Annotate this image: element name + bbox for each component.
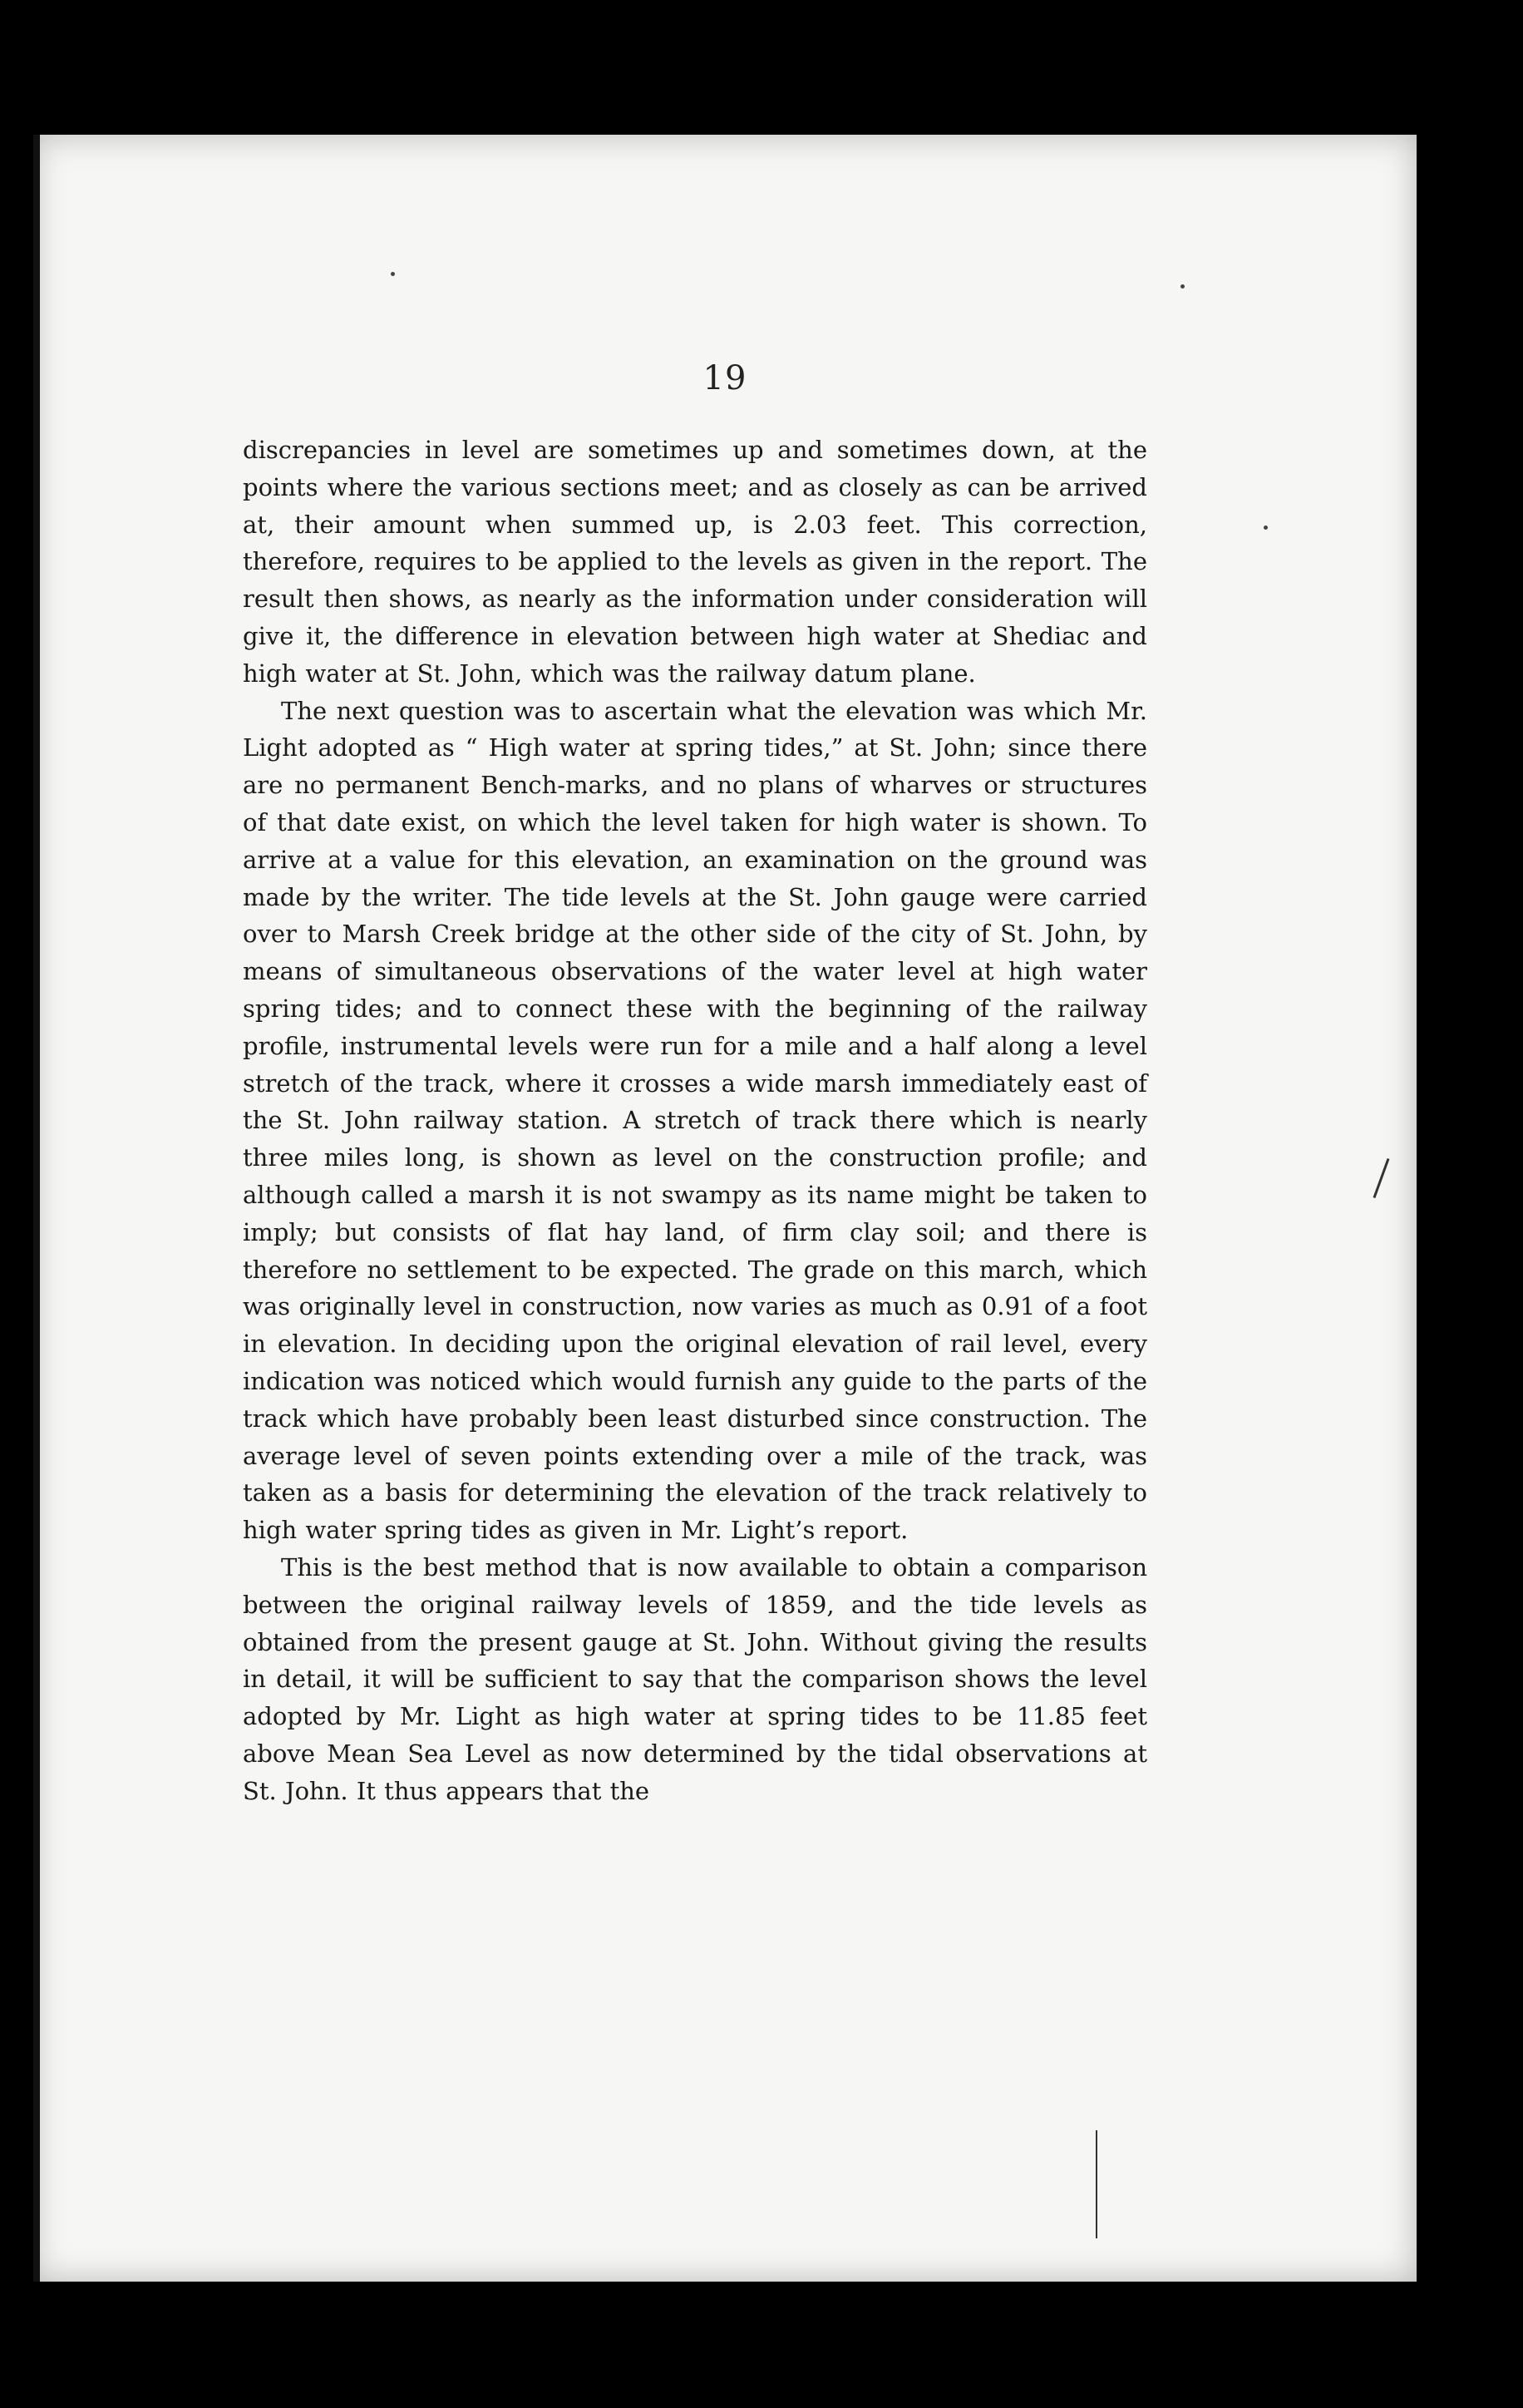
paragraph-2: The next question was to ascertain what the elevation was which Mr. Light adopted as “ High water at spring tides,” at St. John; since there are no permanent Bench-marks, and no plans of wharves or structures of that date exist, on which the level taken for high water is shown. To arrive at a value for this elevation, an examination on the ground was made by the writer. The tide levels at the St. John gauge were carried over to Marsh Creek bridge at the other side of the city of St. John, by means of simultaneous observations of the water level at high water spring tides; and to connect these with the beginning of the railway profile, instrumental levels were run for a mile and a half along a level stretch of the track, where it crosses a wide marsh immediately east of the St. John railway station. A stretch of track there which is nearly three miles long, is shown as level on the construction profile; and although called a marsh it is not swampy as its name might be taken to imply; but consists of flat hay land, of firm clay soil; and there is therefore no settlement to be expected. The grade on this march, which was originally level in construction, now varies as much as 0.91 of a foot in elevation. In deciding upon the original elevation of rail level, every indication was noticed which would furnish any guide to the parts of the track which have probably been least disturbed since construction. The average level of seven points extending over a mile of the track, was taken as a basis for determining the elevation of the track relatively to high water spring tides as given in Mr. Light’s report.: [243, 696, 1147, 1545]
pencil-mark: [1096, 2130, 1097, 2238]
scan-speck: [1264, 526, 1268, 530]
paragraph-1: discrepancies in level are sometimes up and sometimes down, at the points where the various sections meet; and as closely as can be arrived at, their amount when summed up, is 2.03 feet. This correction, therefore, requires to be applied to the levels as given in the report. The result then shows, as nearly as the information under consideration will give it, the difference in elevation between high water at Shediac and high water at St. John, which was the railway datum plane.: [243, 436, 1147, 688]
body-text: [243, 432, 1147, 1809]
scan-speck: [1180, 284, 1185, 289]
page-number: 19: [702, 359, 747, 397]
paragraph-3: This is the best method that is now available to obtain a comparison between the original railway levels of 1859, and the tide levels as obtained from the present gauge at St. John. Without giving the results in detail, it will be sufficient to say that the comparison shows the level adopted by Mr. Light as high water at spring tides to be 11.85 feet above Mean Sea Level as now determined by the tidal observations at St. John. It thus appears that the: [243, 1552, 1147, 1805]
pencil-mark: [1373, 1158, 1390, 1198]
scan-speck: [391, 272, 395, 276]
page-binding-edge: [33, 135, 40, 2282]
document-page: [33, 135, 1417, 2282]
